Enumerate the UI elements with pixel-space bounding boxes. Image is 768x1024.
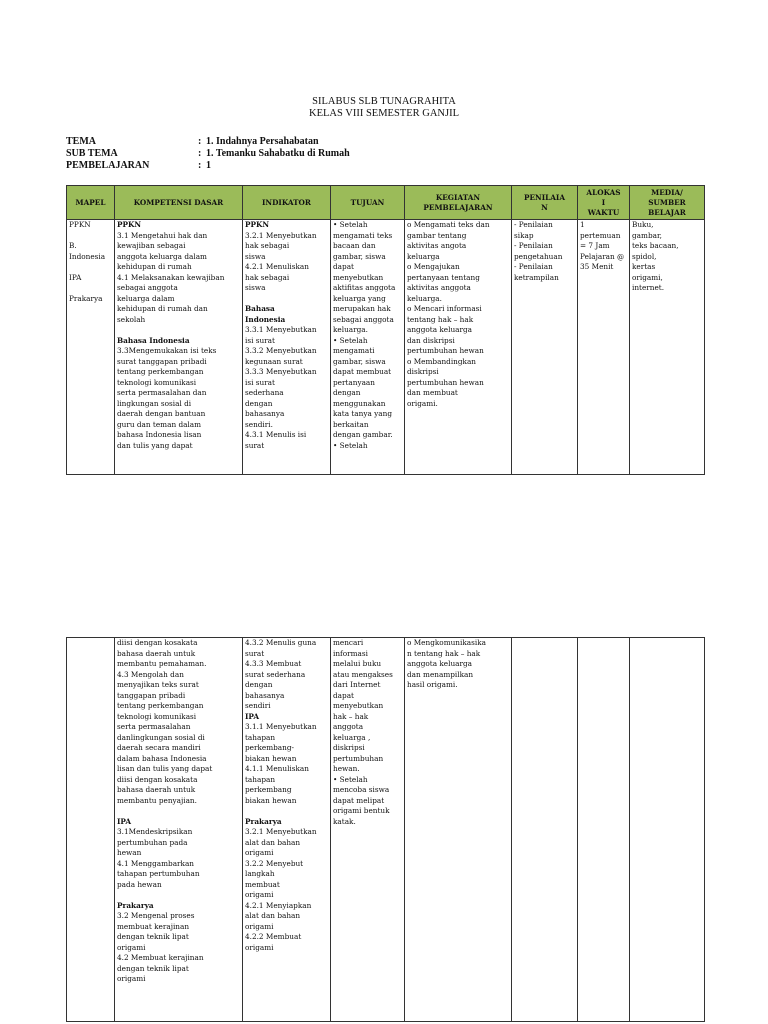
cell-line: 4.2 Membuat kerajinan xyxy=(117,953,204,962)
cell-line: sebagai anggota xyxy=(117,283,178,292)
header-indikator xyxy=(243,186,331,220)
header-text: BELAJAR xyxy=(648,207,686,217)
cell-line: dapat xyxy=(333,262,354,271)
cell-line: dalam bahasa Indonesia xyxy=(117,753,207,763)
cell-line: lisan dan tulis yang dapat xyxy=(117,764,213,773)
cell-line xyxy=(69,231,112,242)
meta-value: 1. Indahnya Persahabatan xyxy=(206,136,319,147)
cell-line: dengan teknik lipat xyxy=(117,932,189,941)
cell-line: Indonesia xyxy=(69,251,106,261)
meta-colon: : xyxy=(198,160,202,171)
cell-line: origami. xyxy=(407,398,438,408)
cell-line: keluarga yang xyxy=(333,293,386,303)
header-text: PEMBELAJARAN xyxy=(423,202,493,212)
cell-line: o Mengajukan xyxy=(407,262,460,271)
cell-line: 4.2.2 Membuat xyxy=(245,932,302,941)
cell-line: membantu penyajian. xyxy=(117,795,197,805)
meta-label: TEMA xyxy=(66,136,96,147)
cell-line: bahasanya xyxy=(245,409,285,418)
meta-colon: : xyxy=(198,136,202,147)
cell-line: Indonesia xyxy=(245,314,286,324)
cell-line: diskripsi xyxy=(333,743,365,752)
cell-line: merupakan hak xyxy=(333,304,391,313)
cell-line: sendiri xyxy=(245,701,271,710)
cell-line: surat xyxy=(245,648,265,658)
cell-line: pertemuan xyxy=(580,230,621,240)
cell-line: pertanyaan tentang xyxy=(407,272,480,282)
cell-line: hasil origami. xyxy=(407,680,458,689)
cell-line: langkah xyxy=(245,869,275,878)
cell-line xyxy=(245,294,328,305)
cell-line: bahasa Indonesia lisan xyxy=(117,430,202,439)
header-alokasi-waktu xyxy=(578,186,630,220)
cell-line: o Mencari informasi xyxy=(407,304,482,313)
cell-line: hewan. xyxy=(333,764,360,773)
cell-line: - Penilaian xyxy=(514,262,553,271)
cell-line: PPKN xyxy=(245,220,269,229)
cell-line xyxy=(69,262,112,273)
cell-line: informasi xyxy=(333,648,368,658)
cell-line: 3.1.1 Menyebutkan xyxy=(245,722,317,731)
cell-line: origami bentuk xyxy=(333,806,390,815)
cell-line: dapat membuat xyxy=(333,367,392,376)
cell-line: pertumbuhan pada xyxy=(117,837,188,847)
cell-line: o Mengkomunikasika xyxy=(407,638,486,647)
cell-line: Pelajaran @ xyxy=(580,251,625,261)
cell-line: 4.2.1 Menuliskan xyxy=(245,262,309,271)
cell-line: pertanyaan xyxy=(333,377,375,387)
meta-value: 1. Temanku Sahabatku di Rumah xyxy=(206,148,350,159)
cell-line: bacaan dan xyxy=(333,241,376,250)
header-text: KOMPETENSI DASAR xyxy=(133,197,224,207)
cell-line: PPKN xyxy=(117,220,141,229)
cell-line: danlingkungan sosial di xyxy=(117,732,205,742)
meta-colon: : xyxy=(198,148,202,159)
cell-line: katak. xyxy=(333,816,356,826)
header-kompetensi-dasar xyxy=(115,186,243,220)
cell-line: • Setelah xyxy=(333,774,368,784)
cell-line xyxy=(117,890,240,901)
cell-line: tahapan xyxy=(245,732,276,742)
cell-penilaian xyxy=(512,220,578,475)
cell-line: spidol, xyxy=(632,251,657,261)
cell-line: - Penilaian xyxy=(514,220,553,229)
cell-kompetensi-dasar xyxy=(115,638,243,1022)
cell-kegiatan-pembelajaran xyxy=(405,220,512,475)
cell-line: gambar, xyxy=(632,230,662,240)
cell-line: 4.3.1 Menulis isi xyxy=(245,430,307,439)
cell-line: 3.3Mengemukakan isi teks xyxy=(117,346,217,355)
cell-line: mengamati xyxy=(333,346,375,355)
cell-line: IPA xyxy=(245,711,260,721)
cell-line: dan menampilkan xyxy=(407,669,474,679)
cell-line: daerah secara mandiri xyxy=(117,743,201,752)
cell-line: = 7 Jam xyxy=(580,241,610,250)
cell-line xyxy=(117,806,240,817)
cell-line: • Setelah xyxy=(333,335,368,345)
header-text: TUJUAN xyxy=(350,197,385,207)
header-text: MAPEL xyxy=(75,197,106,207)
cell-line: bahasa daerah untuk xyxy=(117,648,196,658)
cell-line: 4.1 Melaksanakan kewajiban xyxy=(117,272,225,282)
cell-line: siswa xyxy=(245,283,266,292)
cell-line: origami xyxy=(117,942,146,952)
cell-line: origami xyxy=(117,974,146,983)
cell-line: anggota keluarga xyxy=(407,325,473,334)
cell-line: bahasanya xyxy=(245,690,285,700)
cell-line: alat dan bahan xyxy=(245,911,301,920)
cell-tujuan xyxy=(331,638,405,1022)
header-text: SUMBER xyxy=(648,197,686,207)
table-row xyxy=(67,638,705,1022)
header-text: WAKTU xyxy=(587,207,620,217)
cell-line: pertumbuhan xyxy=(333,753,384,763)
cell-line: diskripsi xyxy=(407,367,439,376)
cell-line: surat xyxy=(245,440,265,450)
cell-line: berkaitan xyxy=(333,419,369,429)
cell-line: menggunakan xyxy=(333,398,386,408)
cell-line: dan membuat xyxy=(407,388,458,397)
header-text: PENILAIA xyxy=(524,192,565,202)
cell-line: • Setelah xyxy=(333,220,368,229)
cell-line: IPA xyxy=(117,816,132,826)
cell-line: tahapan xyxy=(245,774,276,784)
cell-line: internet. xyxy=(632,283,665,292)
cell-line: o Mengamati teks dan xyxy=(407,220,490,229)
cell-line: sebagai anggota xyxy=(333,314,394,324)
cell-line: PPKN xyxy=(69,220,91,229)
cell-line: tentang hak – hak xyxy=(407,314,474,324)
cell-line xyxy=(117,325,240,336)
cell-line: biakan hewan xyxy=(245,753,297,763)
cell-line: melalui buku xyxy=(333,659,382,668)
cell-line: sikap xyxy=(514,230,534,240)
cell-mapel xyxy=(67,220,115,475)
header-text: INDIKATOR xyxy=(262,197,311,207)
cell-line: 4.1.1 Menuliskan xyxy=(245,764,309,773)
cell-line: gambar tentang xyxy=(407,230,467,240)
cell-line: alat dan bahan xyxy=(245,837,301,847)
cell-line: B. xyxy=(69,241,77,250)
cell-line: Prakarya xyxy=(245,816,282,826)
cell-line: pertumbuhan hewan xyxy=(407,377,484,387)
cell-line: 4.3 Mengolah dan xyxy=(117,669,184,679)
cell-line: origami, xyxy=(632,272,663,282)
cell-line: Bahasa xyxy=(245,304,275,313)
header-penilaian xyxy=(512,186,578,220)
cell-line: 3.1 Mengetahui hak dan xyxy=(117,230,208,240)
cell-line: o Membandingkan xyxy=(407,356,476,366)
cell-line: keluarga xyxy=(407,251,440,261)
cell-line: gambar, siswa xyxy=(333,251,386,261)
cell-line: sekolah xyxy=(117,314,146,324)
header-mapel xyxy=(67,186,115,220)
syllabus-table-page-2 xyxy=(66,637,705,1022)
cell-line: hak – hak xyxy=(333,711,369,721)
cell-line: aktifitas anggota xyxy=(333,283,396,292)
meta-value: 1 xyxy=(206,160,211,171)
cell-line: mengamati teks xyxy=(333,230,393,240)
cell-line: ketrampilan xyxy=(514,272,559,282)
cell-line: 1 xyxy=(580,220,585,229)
cell-line: membuat kerajinan xyxy=(117,921,190,931)
cell-line: kertas xyxy=(632,262,656,271)
cell-line: 35 Menit xyxy=(580,262,614,271)
meta-label: SUB TEMA xyxy=(66,148,118,159)
cell-line: tentang perkembangan xyxy=(117,367,204,376)
cell-line: dengan gambar. xyxy=(333,430,393,439)
cell-line: kegunaan surat xyxy=(245,356,303,366)
cell-line: IPA xyxy=(69,272,82,282)
header-media-sumber-belajar xyxy=(630,186,705,220)
cell-line: 4.1 Menggambarkan xyxy=(117,858,195,868)
cell-line: aktivitas anggota xyxy=(407,283,471,292)
cell-line: aktivitas angota xyxy=(407,241,467,250)
cell-line: kewajiban sebagai xyxy=(117,241,186,250)
cell-line: 3.2 Mengenal proses xyxy=(117,911,195,920)
cell-line: teks bacaan, xyxy=(632,241,679,250)
cell-line: isi surat xyxy=(245,335,275,345)
cell-line: 4.2.1 Menyiapkan xyxy=(245,900,312,910)
cell-line: 3.3.2 Menyebutkan xyxy=(245,346,317,355)
cell-line: 4.3.2 Menulis guna xyxy=(245,638,317,647)
cell-line: kata tanya yang xyxy=(333,409,392,418)
cell-line: siswa xyxy=(245,251,266,261)
cell-line: diisi dengan kosakata xyxy=(117,774,198,784)
cell-line: keluarga. xyxy=(407,293,442,303)
cell-line: serta permasalahan xyxy=(117,722,191,731)
cell-line: perkembang xyxy=(245,785,292,794)
cell-line: Bahasa Indonesia xyxy=(117,335,190,345)
cell-line: origami xyxy=(245,942,274,952)
cell-line: 3.2.1 Menyebutkan xyxy=(245,230,317,240)
cell-line: bahasa daerah untuk xyxy=(117,785,196,794)
header-tujuan xyxy=(331,186,405,220)
cell-line: origami xyxy=(245,848,274,857)
cell-line: 3.2.2 Menyebut xyxy=(245,858,304,868)
cell-line: 3.2.1 Menyebutkan xyxy=(245,827,317,836)
cell-line: n tentang hak – hak xyxy=(407,648,481,658)
meta-label: PEMBELAJARAN xyxy=(66,160,150,171)
cell-media-sumber-belajar xyxy=(630,638,705,1022)
cell-mapel xyxy=(67,638,115,1022)
cell-line: sederhana xyxy=(245,388,284,397)
cell-line: biakan hewan xyxy=(245,795,297,805)
cell-line xyxy=(245,806,328,817)
cell-line: kehidupan di rumah xyxy=(117,262,192,271)
header-text: KEGIATAN xyxy=(435,192,481,202)
cell-alokasi-waktu xyxy=(578,220,630,475)
cell-indikator xyxy=(243,638,331,1022)
cell-line: hewan xyxy=(117,848,142,857)
cell-line: keluarga dalam xyxy=(117,293,175,303)
cell-line: pengetahuan xyxy=(514,251,563,261)
cell-line: anggota keluarga xyxy=(407,659,473,668)
header-text: I xyxy=(601,197,606,207)
cell-line: dari Internet xyxy=(333,680,381,689)
cell-alokasi-waktu xyxy=(578,638,630,1022)
header-row xyxy=(67,186,705,220)
cell-line: origami xyxy=(245,890,274,899)
cell-line: surat sederhana xyxy=(245,669,306,679)
cell-line: menyajikan teks surat xyxy=(117,680,199,689)
cell-line: daerah dengan bantuan xyxy=(117,409,206,418)
cell-kegiatan-pembelajaran xyxy=(405,638,512,1022)
cell-line: atau mengakses xyxy=(333,669,393,679)
title-line-1: SILABUS SLB TUNAGRAHITA xyxy=(312,96,456,107)
cell-line: - Penilaian xyxy=(514,241,553,250)
cell-media-sumber-belajar xyxy=(630,220,705,475)
cell-line: dan tulis yang dapat xyxy=(117,440,193,450)
cell-line: teknologi komunikasi xyxy=(117,711,197,721)
cell-line: origami xyxy=(245,921,274,931)
title-line-2: KELAS VIII SEMESTER GANJIL xyxy=(308,108,459,119)
cell-line: keluarga , xyxy=(333,732,371,742)
cell-line: dengan teknik lipat xyxy=(117,963,189,973)
cell-line: perkembang- xyxy=(245,743,294,752)
header-text: MEDIA/ xyxy=(651,187,683,197)
cell-line: anggota xyxy=(333,722,364,731)
cell-indikator xyxy=(243,220,331,475)
cell-line: hak sebagai xyxy=(245,272,290,282)
cell-penilaian xyxy=(512,638,578,1022)
cell-tujuan xyxy=(331,220,405,475)
cell-line: 4.3.3 Membuat xyxy=(245,659,302,668)
cell-line: membuat xyxy=(245,879,280,889)
cell-line: • Setelah xyxy=(333,440,368,450)
cell-line: menyebutkan xyxy=(333,272,384,282)
cell-line: serta permasalahan dan xyxy=(117,388,207,397)
cell-kompetensi-dasar xyxy=(115,220,243,475)
syllabus-table-page-1 xyxy=(66,185,705,475)
cell-line: anggota keluarga dalam xyxy=(117,251,207,261)
cell-line: tanggapan pribadi xyxy=(117,690,186,700)
cell-line: tahapan pertumbuhan xyxy=(117,869,200,878)
cell-line: guru dan teman dalam xyxy=(117,419,202,429)
cell-line: dengan xyxy=(333,388,361,397)
cell-line xyxy=(69,283,112,294)
header-text: N xyxy=(541,202,548,212)
cell-line: Prakarya xyxy=(117,900,154,910)
cell-line: sendiri. xyxy=(245,419,273,429)
cell-line: dapat xyxy=(333,690,354,700)
cell-line: dan diskripsi xyxy=(407,335,455,345)
cell-line: surat tanggapan pribadi xyxy=(117,356,207,366)
header-kegiatan-pembelajaran xyxy=(405,186,512,220)
cell-line: dengan xyxy=(245,680,273,689)
cell-line: teknologi komunikasi xyxy=(117,377,197,387)
cell-line: Prakarya xyxy=(69,293,103,303)
cell-line: Buku, xyxy=(632,220,654,229)
cell-line: 3.3.3 Menyebutkan xyxy=(245,367,317,376)
cell-line: gambar, siswa xyxy=(333,356,386,366)
cell-line: pada hewan xyxy=(117,879,162,889)
header-text: ALOKAS xyxy=(586,187,621,197)
table-row xyxy=(67,220,705,475)
cell-line: mencoba siswa xyxy=(333,785,390,794)
cell-line: 3.1Mendeskripsikan xyxy=(117,827,193,836)
cell-line: menyebutkan xyxy=(333,701,384,710)
cell-line: kehidupan di rumah dan xyxy=(117,304,208,313)
cell-line: tentang perkembangan xyxy=(117,701,204,710)
cell-line: isi surat xyxy=(245,377,275,387)
cell-line: hak sebagai xyxy=(245,241,290,250)
cell-line: mencari xyxy=(333,638,364,647)
cell-line: 3.3.1 Menyebutkan xyxy=(245,325,317,334)
cell-line: dapat melipat xyxy=(333,795,385,805)
cell-line: diisi dengan kosakata xyxy=(117,638,198,647)
cell-line: membantu pemahaman. xyxy=(117,659,207,668)
cell-line: keluarga. xyxy=(333,325,368,334)
cell-line: dengan xyxy=(245,398,273,408)
cell-line: lingkungan sosial di xyxy=(117,398,192,408)
cell-line: pertumbuhan hewan xyxy=(407,346,484,355)
